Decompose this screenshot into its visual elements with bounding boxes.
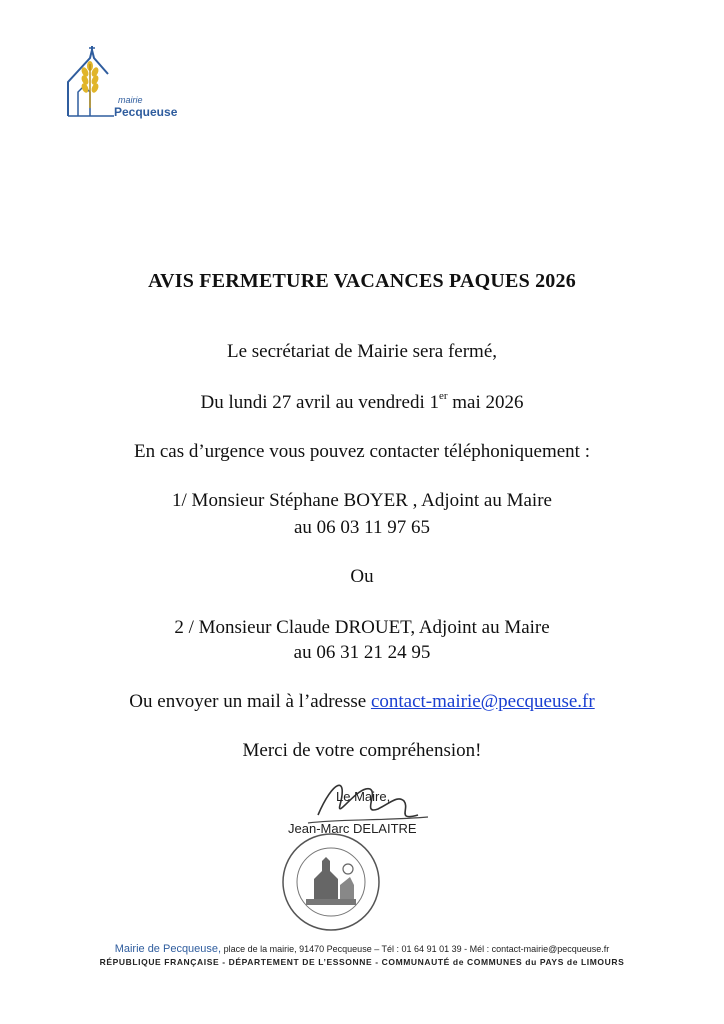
- emergency-intro: En cas d’urgence vous pouvez contacter téléphoniquement :: [133, 441, 590, 462]
- closure-dates: [0, 392, 724, 414]
- footer-brand: Mairie de Pecqueuse,: [114, 943, 222, 955]
- footer-address-line: [0, 943, 724, 955]
- mairie-logo: [62, 44, 178, 124]
- logo-text: Pecqueuse: [114, 105, 178, 119]
- closure-dates-end: mai 2026: [447, 392, 524, 413]
- closure-dates-start: Du lundi 27 avril au vendredi 1: [200, 392, 439, 413]
- contact-mail-link[interactable]: contact-mairie@pecqueuse.fr: [370, 691, 595, 712]
- closure-statement: Le secrétariat de Mairie sera fermé,: [226, 341, 498, 362]
- closure-dates-sup: er: [438, 390, 448, 402]
- thanks-line: Merci de votre compréhension!: [242, 740, 482, 761]
- mail-prefix: Ou envoyer un mail à l’adresse: [129, 691, 371, 712]
- contact2-phone: au 06 31 21 24 95: [293, 642, 431, 663]
- signature-block: [278, 775, 458, 935]
- logo-small-text: mairie: [118, 95, 143, 105]
- signature-title: Le Maire,: [336, 789, 391, 804]
- contact1-phone: au 06 03 11 97 65: [294, 517, 430, 538]
- notice-title: AVIS FERMETURE VACANCES PAQUES 2026: [148, 270, 576, 292]
- footer-address: place de la mairie, 91470 Pecqueuse – Tél : 01 64 91 01 39 - Mél : contact-mairie@pecqueuse.fr: [221, 944, 610, 954]
- footer-legal-line: RÉPUBLIQUE FRANÇAISE - DÉPARTEMENT DE L’ESSONNE - COMMUNAUTÉ de COMMUNES du PAYS de LIMOURS: [99, 957, 625, 967]
- mail-line: [0, 691, 724, 713]
- or-separator: Ou: [350, 566, 374, 587]
- contact2-name: 2 / Monsieur Claude DROUET, Adjoint au Maire: [174, 617, 550, 638]
- contact1-name: 1/ Monsieur Stéphane BOYER , Adjoint au Maire: [172, 490, 552, 511]
- town-seal-icon: [276, 827, 386, 937]
- signature-name: Jean-Marc DELAITRE: [288, 821, 417, 836]
